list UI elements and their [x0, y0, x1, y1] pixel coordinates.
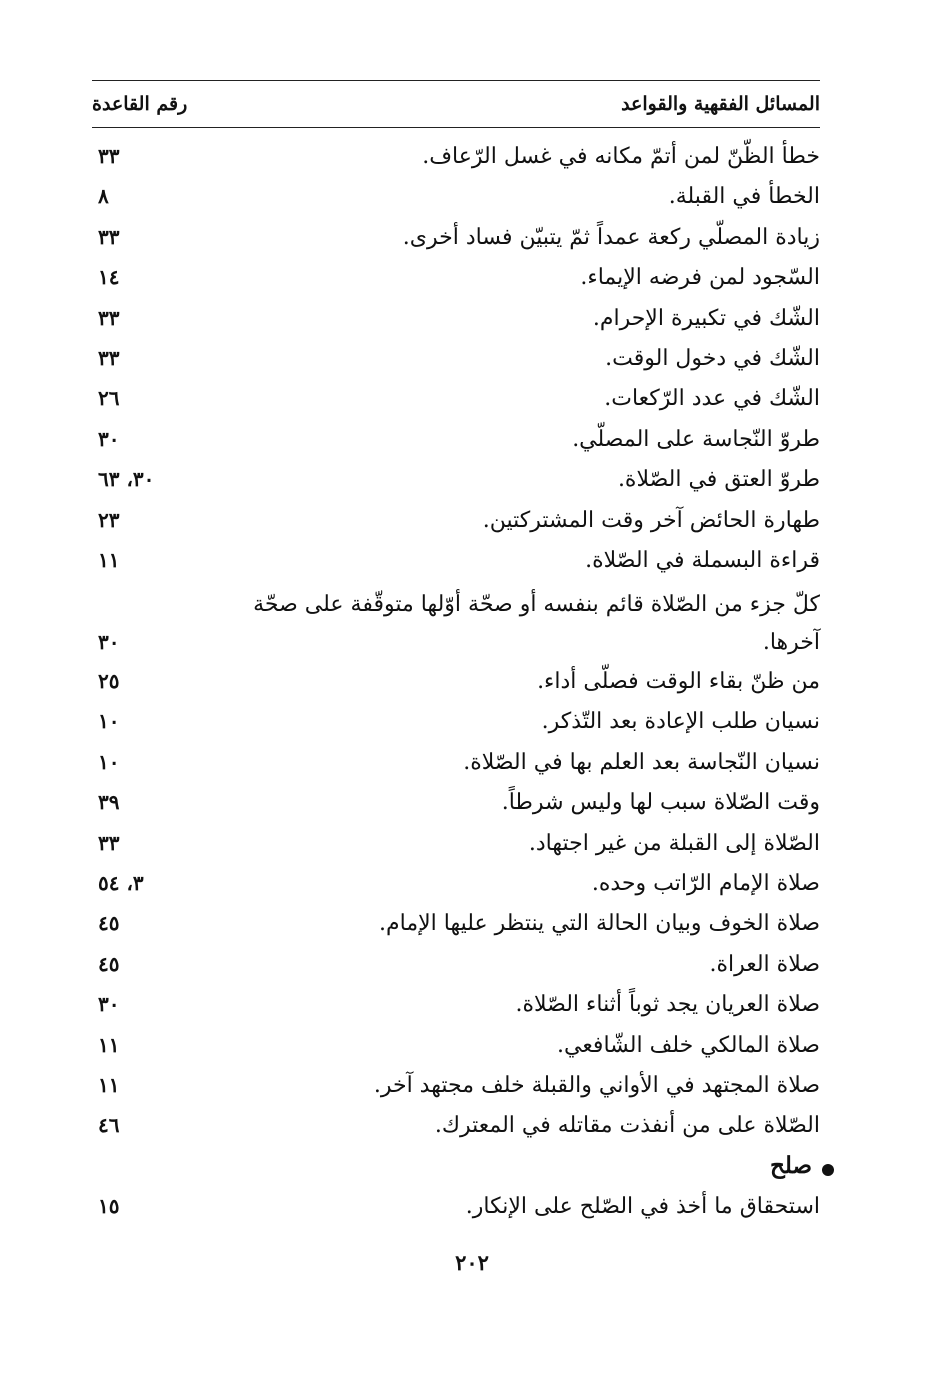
entry-rule-number: ١٥	[98, 1194, 120, 1219]
entry-text: قراءة البسملة في الصّلاة.	[585, 547, 820, 573]
entry-rule-number: ١١	[98, 1073, 120, 1097]
entry-rule-number: ١٠	[98, 749, 120, 774]
index-entry	[92, 786, 820, 826]
entry-text: نسيان طلب الإعادة بعد التّذكر.	[541, 709, 820, 735]
index-entry	[92, 665, 820, 705]
index-entry	[92, 544, 820, 584]
index-entry	[92, 463, 820, 503]
entry-rule-number: ٣٠، ٦٣	[98, 467, 155, 492]
index-entry	[92, 1190, 820, 1230]
index-entry	[92, 382, 820, 422]
entry-rule-number: ٤٦	[98, 1113, 120, 1138]
index-entry	[92, 140, 820, 180]
entry-text: خطأ الظّنّ لمن أتمّ مكانه في غسل الرّعاف.	[422, 144, 820, 169]
index-entry	[92, 342, 820, 382]
entry-text: صلاة المالكي خلف الشّافعي.	[556, 1032, 820, 1058]
index-entry	[92, 948, 820, 988]
index-entry	[92, 504, 820, 544]
entry-text: صلاة العريان يجد ثوباً أثناء الصّلاة.	[515, 992, 820, 1018]
entry-text: زيادة المصلّي ركعة عمداً ثمّ يتبيّن فساد أخرى.	[402, 224, 820, 250]
entry-text: الشّك في عدد الرّكعات.	[604, 386, 820, 412]
entry-text: طروّ النّجاسة على المصلّي.	[572, 426, 820, 452]
index-entry	[92, 584, 820, 665]
index-entry	[92, 867, 820, 907]
index-entry	[92, 827, 820, 867]
index-entry	[92, 302, 820, 342]
entry-text: صلاة الخوف وبيان الحالة التي ينتظر عليها الإمام.	[379, 911, 820, 937]
index-entry	[92, 1069, 820, 1109]
index-entry	[92, 423, 820, 463]
entry-rule-number: ٤٥	[98, 911, 120, 936]
entry-text: السّجود لمن فرضه الإيماء.	[580, 265, 820, 291]
entry-rule-number: ٣٠	[98, 992, 120, 1017]
header-column-label: رقم القاعدة	[92, 93, 188, 115]
entry-rule-number: ٣٣	[98, 144, 120, 168]
index-entries	[92, 140, 820, 1231]
entry-text: صلاة العراة.	[709, 951, 820, 977]
page-header	[92, 80, 820, 128]
entry-text: صلاة المجتهد في الأواني والقبلة خلف مجتهد آخر.	[373, 1073, 820, 1098]
entry-rule-number: ١٠	[98, 709, 120, 734]
entry-rule-number: ١٤	[98, 265, 120, 290]
entry-rule-number: ٢٦	[98, 386, 120, 411]
entry-text: الخطأ في القبلة.	[668, 184, 820, 210]
entry-rule-number: ١١	[98, 547, 120, 572]
index-entry	[92, 705, 820, 745]
section-label: صلح	[770, 1151, 812, 1179]
index-entry	[92, 180, 820, 220]
entry-rule-number: ٣، ٥٤	[98, 871, 144, 896]
entry-rule-number: ٣٠	[98, 426, 120, 451]
bullet-icon	[822, 1164, 834, 1176]
entry-text: الصّلاة إلى القبلة من غير اجتهاد.	[528, 830, 820, 856]
entry-text: طهارة الحائض آخر وقت المشتركتين.	[482, 507, 820, 533]
entry-rule-number: ٨	[98, 184, 109, 209]
entry-text: الشّك في دخول الوقت.	[605, 345, 820, 371]
entry-rule-number: ٣٣	[98, 305, 120, 330]
index-entry	[92, 1029, 820, 1069]
entry-text: كلّ جزء من الصّلاة قائم بنفسه أو صحّة أوّلها متوقّفة على صحّة آخرها.	[253, 592, 820, 656]
index-entry	[92, 1109, 820, 1149]
entry-rule-number: ٣٠	[98, 630, 120, 655]
header-title: المسائل الفقهية والقواعد	[621, 93, 820, 115]
entry-rule-number: ٤٥	[98, 951, 120, 976]
entry-text: استحقاق ما أخذ في الصّلح على الإنكار.	[465, 1194, 820, 1220]
entry-rule-number: ٢٣	[98, 507, 120, 532]
entry-rule-number: ١١	[98, 1032, 120, 1057]
entry-text: طروّ العتق في الصّلاة.	[617, 467, 820, 493]
section-heading	[92, 1150, 820, 1190]
page-number: ٢٠٢	[455, 1250, 489, 1275]
index-entry	[92, 261, 820, 301]
entry-text: الصّلاة على من أنفذت مقاتله في المعترك.	[434, 1113, 820, 1139]
entry-rule-number: ٣٣	[98, 224, 120, 249]
index-entry	[92, 988, 820, 1028]
entry-text: صلاة الإمام الرّاتب وحده.	[591, 871, 820, 897]
index-entry	[92, 907, 820, 947]
entry-text: من ظنّ بقاء الوقت فصلّى أداء.	[537, 669, 820, 695]
entry-rule-number: ٣٣	[98, 345, 120, 370]
entry-rule-number: ٣٩	[98, 790, 120, 815]
entry-text: نسيان النّجاسة بعد العلم بها في الصّلاة.	[463, 749, 820, 775]
entry-rule-number: ٢٥	[98, 669, 120, 694]
entry-text: وقت الصّلاة سبب لها وليس شرطاً.	[501, 790, 820, 816]
index-entry	[92, 221, 820, 261]
index-entry	[92, 746, 820, 786]
entry-text: الشّك في تكبيرة الإحرام.	[592, 305, 820, 331]
entry-rule-number: ٣٣	[98, 830, 120, 855]
